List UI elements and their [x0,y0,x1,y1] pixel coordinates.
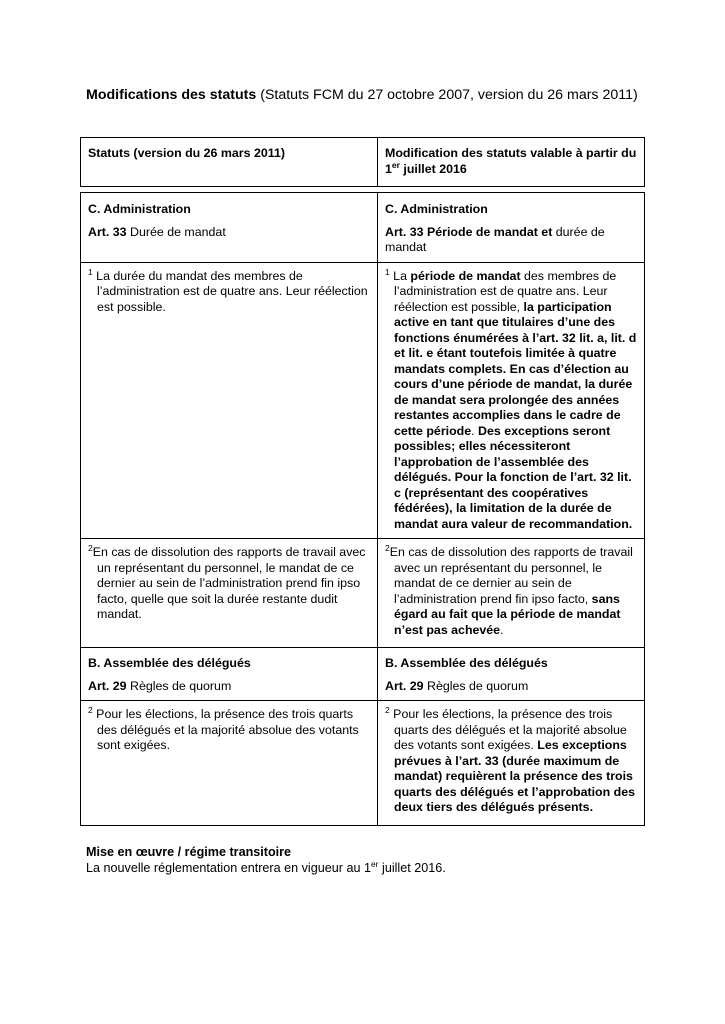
header-right-b: juillet 2016 [399,161,467,176]
paragraph-number: 2 [385,704,390,715]
row-admin-heading [81,193,645,263]
article-label: Durée de mandat [126,224,226,239]
paragraph-text-a: En cas de dissolution des rapports de travail avec un représentant du personnel, le mandat de ce dernier au sein de l’administration prend fin ipso facto, [389,545,633,606]
paragraph [88,704,370,754]
transition-section [86,844,686,876]
cell-admin-right [378,193,645,263]
cell-admin-left [81,193,378,263]
article-heading [385,679,637,695]
page-title [86,86,686,104]
paragraph-number: 2 [88,542,93,553]
paragraph-number: 1 [88,266,93,277]
paragraph-number: 2 [88,704,93,715]
cell-p1-left [81,262,378,539]
paragraph-text-f: Des exceptions seront possibles; elles nécessiteront l’approbation de l’assemblée des délégués. Pour la fonction de l’art. 32 lit. c (représentant des coopératives fédérées), la limitation de la durée de mandat aura valeur de recommandation. [394,423,633,531]
paragraph-text-b: sans égard au fait que la période de mandat n’est pas achevée [394,591,621,637]
transition-text-sup: er [370,858,379,869]
paragraph-text-a: La [389,268,411,283]
title-bold: Modifications des statuts [86,87,257,103]
paragraph-text: La durée du mandat des membres de l’administration est de quatre ans. Leur réélection est possible. [92,268,368,314]
cell-assembly-left [81,648,378,701]
paragraph-text-a: Pour les élections, la présence des trois quarts des délégués et la majorité absolue des votants sont exigées. [389,707,627,752]
row-paragraph-2 [81,539,645,648]
title-rest: (Statuts FCM du 27 octobre 2007, version du 26 mars 2011) [256,87,638,103]
paragraph [88,266,370,316]
section-title: C. Administration [385,202,488,216]
article-number: Art. 33 [88,224,127,239]
cell-p1-right [378,262,645,539]
paragraph [385,542,637,638]
row-paragraph-3 [81,701,645,826]
transition-text-a: La nouvelle réglementation entrera en vigueur au 1 [86,861,371,875]
cell-p2-left [81,539,378,648]
article-number: Art. 33 Période de mandat et [385,224,553,239]
header-table [80,137,645,187]
paragraph-number: 1 [385,266,390,277]
article-label: Règles de quorum [126,678,232,693]
cell-p2-right [378,539,645,648]
paragraph-text-c: . [500,622,504,637]
article-heading [88,225,370,241]
paragraph-number: 2 [385,542,390,553]
article-label: durée de mandat [385,224,605,254]
paragraph-text-d: la participation active en tant que titulaires d’une des fonctions énumérées à l’art. 32 lit. a, lit. d et lit. e étant toutefois limitée à quatre mandats complets. En cas d’élection au cours d’une période de mandat, la durée de mandat sera prolongée des années restantes accomplies dans le cadre de cette période [394,299,637,438]
header-right [378,138,645,187]
paragraph-text-b: période de mandat [410,268,521,283]
paragraph-text-b: Les exceptions prévues à l’art. 33 (durée maximum de mandat) requièrent la présence des trois quarts des délégués et l’approbation des deux tiers des délégués présents. [394,738,635,814]
header-right-a: Modification des statuts valable à partir du 1 [385,146,637,176]
header-left: Statuts (version du 26 mars 2011) [81,138,378,187]
paragraph-text: Pour les élections, la présence des trois quarts des délégués et la majorité absolue des votants sont exigées. [92,707,359,752]
article-number: Art. 29 [88,678,127,693]
row-assembly-heading [81,648,645,701]
paragraph-text: En cas de dissolution des rapports de travail avec un représentant du personnel, le mandat de ce dernier au sein de l’administration prend fin ipso facto, quelle que soit la durée restante dudit mandat. [92,545,366,621]
cell-p3-left [81,701,378,826]
paragraph-text-c: des membres de l’administration est de quatre ans. Leur réélection est possible, [394,268,617,314]
article-heading [385,225,637,256]
paragraph [385,704,637,816]
cell-p3-right [378,701,645,826]
article-number: Art. 29 [385,678,424,693]
paragraph [385,266,637,533]
article-label: Règles de quorum [423,678,529,693]
section-title: B. Assemblée des délégués [385,656,548,670]
paragraph [88,542,370,623]
section-title: C. Administration [88,202,191,216]
comparison-table [80,192,645,826]
paragraph-text-e: . [471,423,479,438]
cell-assembly-right [378,648,645,701]
article-heading [88,679,370,695]
transition-text-b: juillet 2016. [378,861,446,875]
section-title: B. Assemblée des délégués [88,656,251,670]
row-paragraph-1 [81,262,645,539]
transition-text [86,860,686,876]
header-right-sup: er [391,159,400,170]
transition-heading: Mise en œuvre / régime transitoire [86,845,292,859]
